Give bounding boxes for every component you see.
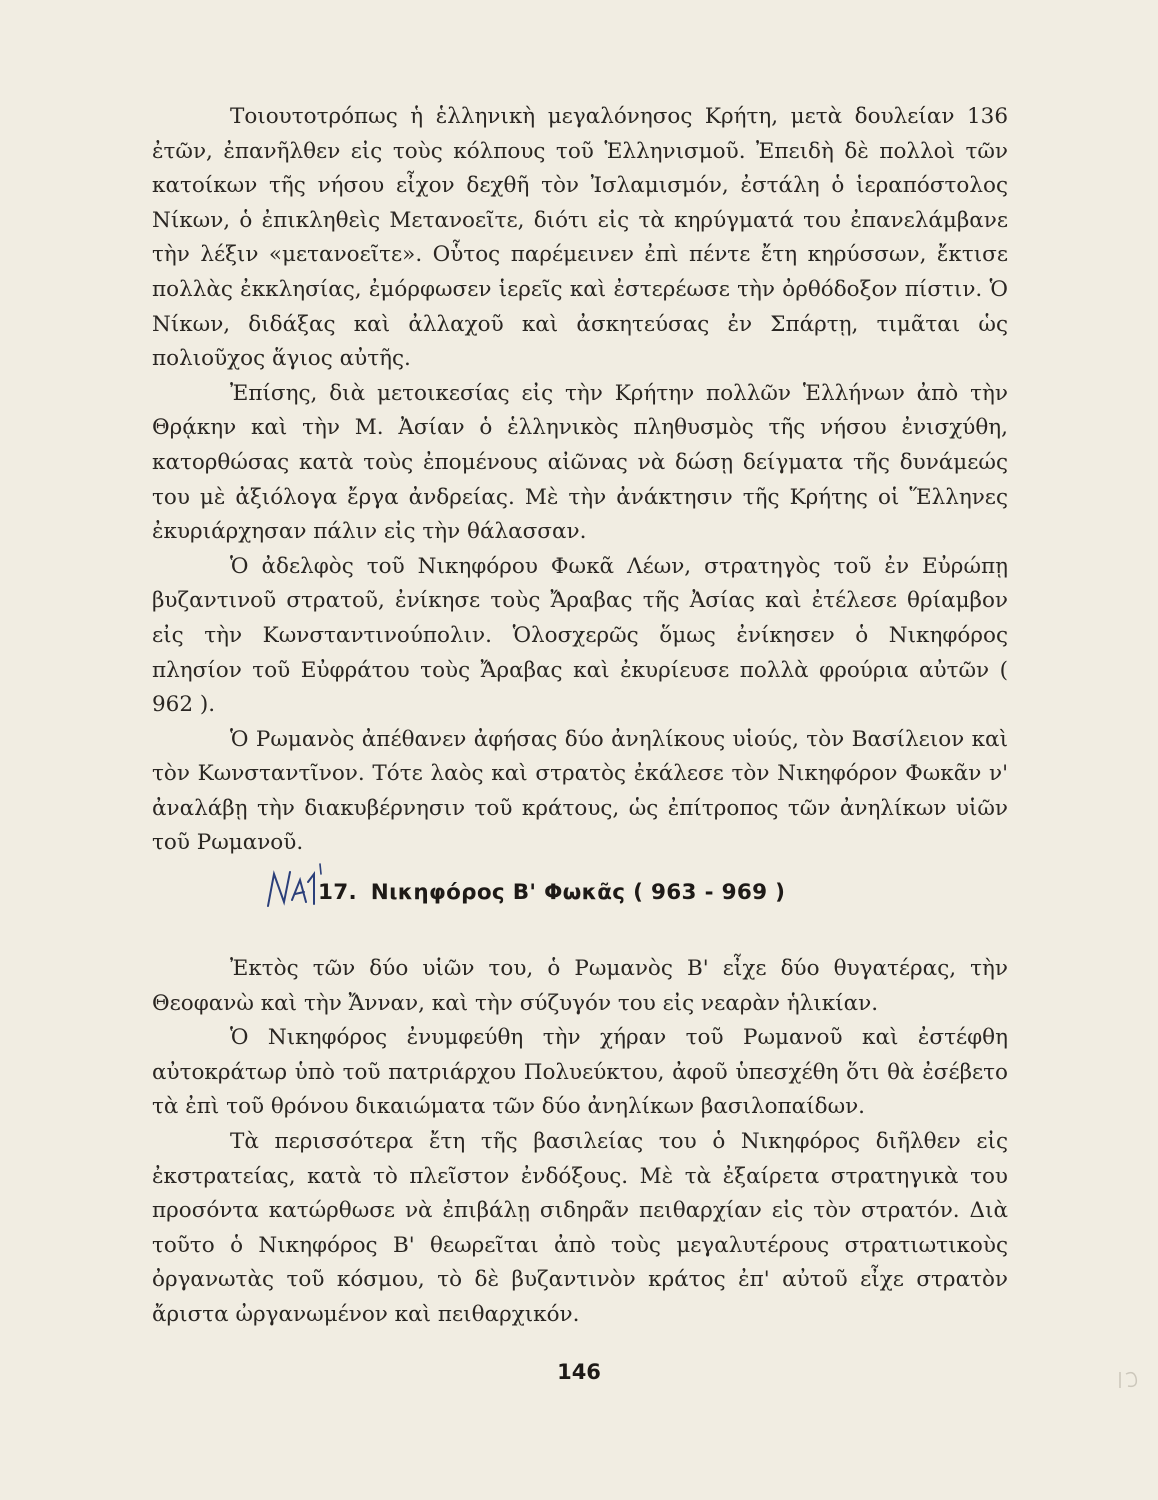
paragraph: Ἐκτὸς τῶν δύο υἱῶν του, ὁ Ρωμανὸς Β' εἶχε δύο θυγατέρας, τὴν Θεοφανὼ καὶ τὴν Ἄνναν, καὶ τὴν σύζυγόν του εἰς νεαρὰν ἡλικίαν. bbox=[152, 956, 1008, 1016]
section-title: Νικηφόρος Β' Φωκᾶς ( 963 - 969 ) bbox=[370, 880, 786, 905]
faint-pencil-mark-icon bbox=[1116, 1366, 1144, 1392]
paragraph: Ὁ Νικηφόρος ἐνυμφεύθη τὴν χήραν τοῦ Ρωμανοῦ καὶ ἐστέφθη αὐτοκράτωρ ὑπὸ τοῦ πατριάρχου Πολυεύκτου, ἀφοῦ ὑπεσχέθη ὅτι θὰ ἐσέβετο τὰ ἐπὶ τοῦ θρόνου δικαιώματα τῶν δύο ἀνηλίκων βασιλοπαίδων. bbox=[152, 1025, 1008, 1120]
section-body-text bbox=[152, 952, 1008, 1333]
paragraph: Ὁ ἀδελφὸς τοῦ Νικηφόρου Φωκᾶ Λέων, στρατηγὸς τοῦ ἐν Εὐρώπῃ βυζαντινοῦ στρατοῦ, ἐνίκησε τοὺς Ἄραβας τῆς Ἀσίας καὶ ἐτέλεσε θρίαμβον εἰς τὴν Κωνσταντινούπολιν. Ὁλοσχερῶς ὅμως ἐνίκησεν ὁ Νικηφόρος πλησίον τοῦ Εὐφράτου τοὺς Ἄραβας καὶ ἐκυρίευσε πολλὰ φρούρια αὐτῶν ( 962 ). bbox=[152, 553, 1008, 718]
section-continued-text bbox=[152, 100, 1008, 861]
page-number: 146 bbox=[557, 1360, 601, 1384]
paragraph: Τοιουτοτρόπως ἡ ἑλληνικὴ μεγαλόνησος Κρήτη, μετὰ δουλείαν 136 ἐτῶν, ἐπανῆλθεν εἰς τοὺς κόλπους τοῦ Ἑλληνισμοῦ. Ἐπειδὴ δὲ πολλοὶ τῶν κατοίκων τῆς νήσου εἶχον δεχθῆ τὸν Ἰσλαμισμόν, ἐστάλη ὁ ἱεραπόστολος Νίκων, ὁ ἐπικληθεὶς Μετανοεῖτε, διότι εἰς τὰ κηρύγματά του ἐπανελάμβανε τὴν λέξιν «μετανοεῖτε». Οὗτος παρέμεινεν ἐπὶ πέντε ἔτη κηρύσσων, ἔκτισε πολλὰς ἐκκλησίας, ἐμόρφωσεν ἱερεῖς καὶ ἐστερέωσε τὴν ὀρθόδοξον πίστιν. Ὁ Νίκων, διδάξας καὶ ἀλλαχοῦ καὶ ἀσκητεύσας ἐν Σπάρτῃ, τιμᾶται ὡς πολιοῦχος ἅγιος αὐτῆς. bbox=[152, 104, 1008, 372]
paragraph: Ὁ Ρωμανὸς ἀπέθανεν ἀφήσας δύο ἀνηλίκους υἱούς, τὸν Βασίλειον καὶ τὸν Κωνσταντῖνον. Τότε λαὸς καὶ στρατὸς ἐκάλεσε τὸν Νικηφόρον Φωκᾶν ν' ἀναλάβῃ τὴν διακυβέρνησιν τοῦ κράτους, ὡς ἐπίτροπος τῶν ἀνηλίκων υἱῶν τοῦ Ρωμανοῦ. bbox=[152, 726, 1008, 856]
paragraph: Τὰ περισσότερα ἔτη τῆς βασιλείας του ὁ Νικηφόρος διῆλθεν εἰς ἐκστρατείας, κατὰ τὸ πλεῖστον ἐνδόξους. Μὲ τὰ ἐξαίρετα στρατηγικὰ του προσόντα κατώρθωσε νὰ ἐπιβάλῃ σιδηρᾶν πειθαρχίαν εἰς τὸν στρατόν. Διὰ τοῦτο ὁ Νικηφόρος Β' θεωρεῖται ἀπὸ τοὺς μεγαλυτέρους στρατιωτικοὺς ὀργανωτὰς τοῦ κόσμου, τὸ δὲ βυζαντινὸν κράτος ἐπ' αὐτοῦ εἶχε στρατὸν ἄριστα ὠργανωμένον καὶ πειθαρχικόν. bbox=[152, 1128, 1008, 1327]
section-number: 17. bbox=[318, 880, 357, 905]
section-heading bbox=[262, 880, 791, 905]
paragraph: Ἐπίσης, διὰ μετοικεσίας εἰς τὴν Κρήτην πολλῶν Ἑλλήνων ἀπὸ τὴν Θρᾴκην καὶ τὴν Μ. Ἀσίαν ὁ ἑλληνικὸς πληθυσμὸς τῆς νήσου ἐνισχύθη, κατορθώσας κατὰ τοὺς ἐπομένους αἰῶνας νὰ δώσῃ δείγματα τῆς δυνάμεώς του μὲ ἀξιόλογα ἔργα ἀνδρείας. Μὲ τὴν ἀνάκτησιν τῆς Κρήτης οἱ Ἕλληνες ἐκυριάρχησαν πάλιν εἰς τὴν θάλασσαν. bbox=[152, 380, 1008, 545]
